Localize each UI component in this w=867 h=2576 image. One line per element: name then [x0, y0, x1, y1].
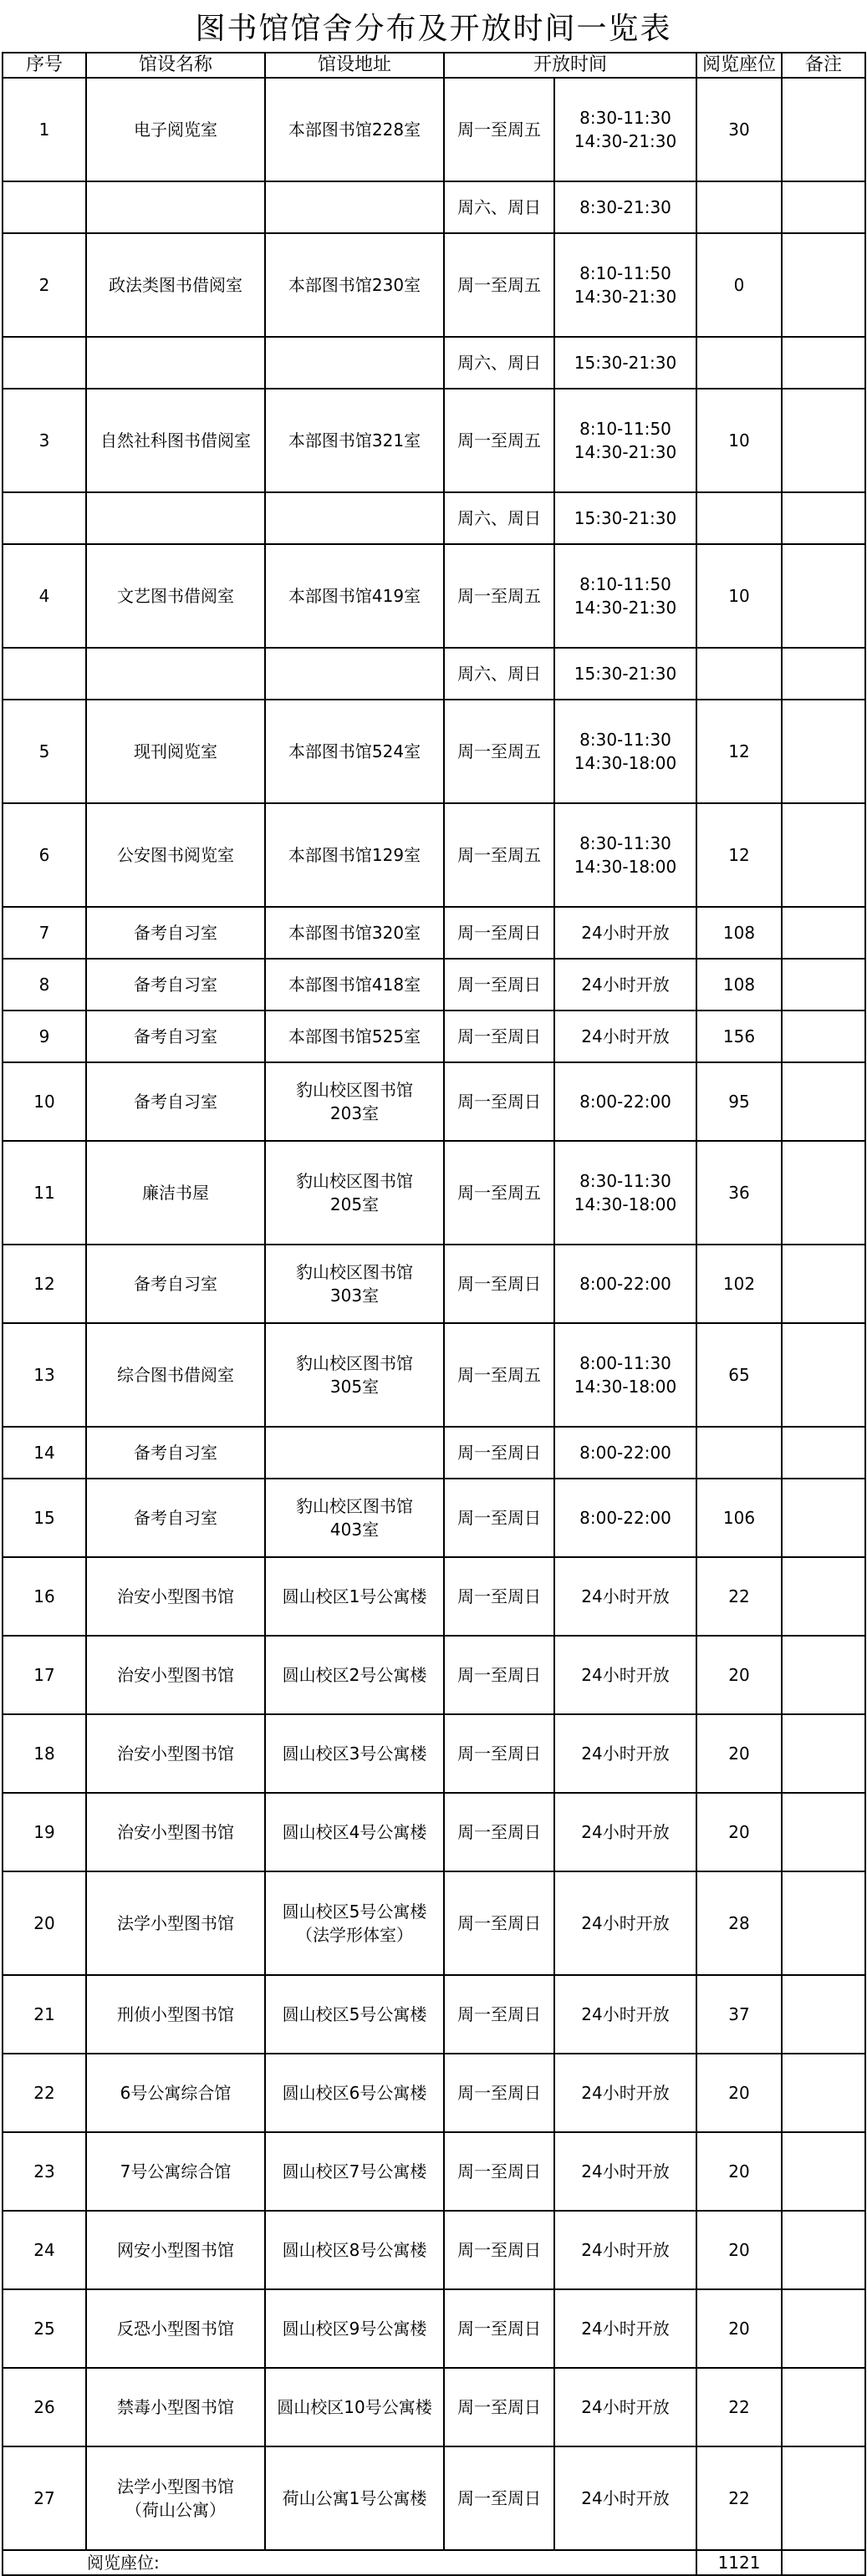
open-days: 周一至周日: [444, 2368, 554, 2446]
facility-address: [265, 181, 444, 233]
seat-count: 22: [696, 2446, 782, 2550]
open-days: 周一至周日: [444, 959, 554, 1011]
row-index: 23: [3, 2132, 86, 2211]
remark-cell: [782, 337, 865, 389]
facility-name: [86, 181, 265, 233]
open-days: 周一至周五: [444, 700, 554, 803]
seat-count: 37: [696, 1975, 782, 2054]
seat-count: 20: [696, 1636, 782, 1714]
facility-address: 圆山校区8号公寓楼: [265, 2211, 444, 2289]
facility-address: 豹山校区图书馆 403室: [265, 1479, 444, 1557]
open-time: 8:10-11:50 14:30-21:30: [554, 389, 696, 492]
open-days: 周一至周日: [444, 1479, 554, 1557]
facility-name: 公安图书阅览室: [86, 803, 265, 907]
open-time: 8:00-22:00: [554, 1427, 696, 1479]
remark-cell: [782, 1479, 865, 1557]
row-index: [3, 181, 86, 233]
table-row: [3, 1557, 865, 1636]
open-time: 24小时开放: [554, 1793, 696, 1871]
open-time: 8:10-11:50 14:30-21:30: [554, 233, 696, 337]
seat-count: 108: [696, 907, 782, 959]
facility-name: 治安小型图书馆: [86, 1557, 265, 1636]
seat-count: 102: [696, 1245, 782, 1323]
open-days: 周一至周日: [444, 2211, 554, 2289]
facility-address: 本部图书馆230室: [265, 233, 444, 337]
table-row: [3, 1636, 865, 1714]
table-row: [3, 1245, 865, 1323]
remark-cell: [782, 1636, 865, 1714]
summary-row: [3, 2550, 865, 2575]
remark-cell: [782, 1245, 865, 1323]
facility-address: 豹山校区图书馆 305室: [265, 1323, 444, 1427]
table-row: [3, 803, 865, 907]
page-title: 图书馆馆舍分布及开放时间一览表: [195, 11, 672, 46]
header-row: [3, 53, 865, 78]
table-row: [3, 492, 865, 544]
open-days: 周一至周五: [444, 78, 554, 181]
remark-cell: [782, 959, 865, 1011]
facility-name: 治安小型图书馆: [86, 1714, 265, 1793]
facility-address: 圆山校区3号公寓楼: [265, 1714, 444, 1793]
facility-address: 圆山校区1号公寓楼: [265, 1557, 444, 1636]
row-index: 24: [3, 2211, 86, 2289]
header-index: 序号: [3, 53, 86, 78]
open-days: 周一至周五: [444, 233, 554, 337]
row-index: 18: [3, 1714, 86, 1793]
open-days: 周一至周日: [444, 1714, 554, 1793]
facility-address: 圆山校区5号公寓楼 （法学形体室）: [265, 1871, 444, 1975]
facility-name: [86, 648, 265, 700]
facility-name: 廉洁书屋: [86, 1141, 265, 1245]
facility-address: 本部图书馆228室: [265, 78, 444, 181]
open-days: 周一至周日: [444, 1975, 554, 2054]
facility-name: 治安小型图书馆: [86, 1793, 265, 1871]
remark-cell: [782, 1141, 865, 1245]
table-row: [3, 2054, 865, 2132]
open-time: 8:00-11:30 14:30-18:00: [554, 1323, 696, 1427]
row-index: 11: [3, 1141, 86, 1245]
seat-count: [696, 648, 782, 700]
remark-cell: [782, 2446, 865, 2550]
open-time: 8:30-11:30 14:30-21:30: [554, 78, 696, 181]
open-time: 24小时开放: [554, 959, 696, 1011]
row-index: 14: [3, 1427, 86, 1479]
seat-count: [696, 337, 782, 389]
table-row: [3, 1427, 865, 1479]
seat-count: 20: [696, 2054, 782, 2132]
table-row: [3, 1479, 865, 1557]
table-row: [3, 959, 865, 1011]
table-row: [3, 2211, 865, 2289]
facility-name: 备考自习室: [86, 959, 265, 1011]
table-row: [3, 700, 865, 803]
table-row: [3, 1141, 865, 1245]
remark-cell: [782, 2132, 865, 2211]
row-index: 25: [3, 2289, 86, 2368]
row-index: 8: [3, 959, 86, 1011]
seat-count: 108: [696, 959, 782, 1011]
remark-cell: [782, 2289, 865, 2368]
row-index: 6: [3, 803, 86, 907]
open-time: 24小时开放: [554, 907, 696, 959]
open-time: 8:00-22:00: [554, 1479, 696, 1557]
seat-count: 12: [696, 700, 782, 803]
open-days: 周一至周五: [444, 389, 554, 492]
open-time: 8:30-11:30 14:30-18:00: [554, 1141, 696, 1245]
seat-count: [696, 181, 782, 233]
facility-name: 法学小型图书馆 （荷山公寓）: [86, 2446, 265, 2550]
facility-address: 圆山校区2号公寓楼: [265, 1636, 444, 1714]
table-row: [3, 1793, 865, 1871]
facility-address: 本部图书馆419室: [265, 544, 444, 648]
table-row: [3, 907, 865, 959]
open-time: 24小时开放: [554, 1975, 696, 2054]
open-days: 周六、周日: [444, 648, 554, 700]
row-index: 16: [3, 1557, 86, 1636]
seat-count: 20: [696, 1714, 782, 1793]
facility-name: 自然社科图书借阅室: [86, 389, 265, 492]
seat-count: 22: [696, 2368, 782, 2446]
seat-count: [696, 492, 782, 544]
facility-address: 豹山校区图书馆 303室: [265, 1245, 444, 1323]
facility-name: 法学小型图书馆: [86, 1871, 265, 1975]
facility-name: 备考自习室: [86, 1062, 265, 1141]
row-index: 1: [3, 78, 86, 181]
row-index: 19: [3, 1793, 86, 1871]
open-days: 周一至周五: [444, 1141, 554, 1245]
table-row: [3, 1323, 865, 1427]
remark-cell: [782, 2211, 865, 2289]
open-days: 周一至周五: [444, 544, 554, 648]
table-row: [3, 78, 865, 181]
facility-name: 现刊阅览室: [86, 700, 265, 803]
open-time: 8:10-11:50 14:30-21:30: [554, 544, 696, 648]
row-index: 7: [3, 907, 86, 959]
open-time: 8:00-22:00: [554, 1062, 696, 1141]
open-days: 周一至周日: [444, 1871, 554, 1975]
seat-count: 10: [696, 544, 782, 648]
facility-name: 政法类图书借阅室: [86, 233, 265, 337]
facility-address: [265, 648, 444, 700]
open-time: 24小时开放: [554, 2446, 696, 2550]
facility-address: 圆山校区4号公寓楼: [265, 1793, 444, 1871]
row-index: 17: [3, 1636, 86, 1714]
remark-cell: [782, 2368, 865, 2446]
open-time: 24小时开放: [554, 1557, 696, 1636]
table-row: [3, 181, 865, 233]
remark-cell: [782, 1062, 865, 1141]
table-row: [3, 2132, 865, 2211]
seat-count: 22: [696, 1557, 782, 1636]
open-days: 周一至周日: [444, 2289, 554, 2368]
facility-name: 备考自习室: [86, 1011, 265, 1062]
remark-cell: [782, 1975, 865, 2054]
seat-count: 36: [696, 1141, 782, 1245]
seat-count: 65: [696, 1323, 782, 1427]
facility-address: [265, 492, 444, 544]
facility-address: 本部图书馆321室: [265, 389, 444, 492]
facility-name: 6号公寓综合馆: [86, 2054, 265, 2132]
table-row: [3, 1975, 865, 2054]
open-time: 24小时开放: [554, 2368, 696, 2446]
remark-cell: [782, 1793, 865, 1871]
table-row: [3, 233, 865, 337]
open-time: 8:30-21:30: [554, 181, 696, 233]
library-schedule-table: [2, 52, 866, 2576]
remark-cell: [782, 1011, 865, 1062]
open-days: 周一至周日: [444, 1011, 554, 1062]
header-address: 馆设地址: [265, 53, 444, 78]
open-days: 周六、周日: [444, 181, 554, 233]
remark-cell: [782, 544, 865, 648]
row-index: 4: [3, 544, 86, 648]
open-days: 周六、周日: [444, 337, 554, 389]
row-index: [3, 337, 86, 389]
open-time: 24小时开放: [554, 2289, 696, 2368]
header-name: 馆设名称: [86, 53, 265, 78]
row-index: 13: [3, 1323, 86, 1427]
remark-cell: [782, 1323, 865, 1427]
open-days: 周一至周五: [444, 1323, 554, 1427]
facility-name: [86, 337, 265, 389]
header-seats: 阅览座位: [696, 53, 782, 78]
remark-cell: [782, 1557, 865, 1636]
remark-cell: [782, 181, 865, 233]
table-row: [3, 2368, 865, 2446]
facility-address: 豹山校区图书馆 205室: [265, 1141, 444, 1245]
open-days: 周一至周日: [444, 1245, 554, 1323]
remark-cell: [782, 648, 865, 700]
open-time: 24小时开放: [554, 2132, 696, 2211]
facility-address: 圆山校区7号公寓楼: [265, 2132, 444, 2211]
remark-cell: [782, 1714, 865, 1793]
table-row: [3, 2289, 865, 2368]
seat-count: 20: [696, 2132, 782, 2211]
open-time: 24小时开放: [554, 1011, 696, 1062]
row-index: 26: [3, 2368, 86, 2446]
table-row: [3, 1714, 865, 1793]
row-index: 3: [3, 389, 86, 492]
summary-remark-cell: [782, 2550, 865, 2575]
seat-count: 95: [696, 1062, 782, 1141]
table-row: [3, 1011, 865, 1062]
open-days: 周一至周日: [444, 1062, 554, 1141]
seat-count: 20: [696, 2211, 782, 2289]
facility-name: 禁毒小型图书馆: [86, 2368, 265, 2446]
facility-name: 治安小型图书馆: [86, 1636, 265, 1714]
remark-cell: [782, 2054, 865, 2132]
open-time: 24小时开放: [554, 1636, 696, 1714]
remark-cell: [782, 1871, 865, 1975]
open-time: 24小时开放: [554, 1871, 696, 1975]
open-days: 周一至周日: [444, 2054, 554, 2132]
open-time: 24小时开放: [554, 2211, 696, 2289]
seat-count: 0: [696, 233, 782, 337]
header-hours: 开放时间: [444, 53, 696, 78]
facility-name: 网安小型图书馆: [86, 2211, 265, 2289]
row-index: 15: [3, 1479, 86, 1557]
facility-name: 备考自习室: [86, 1245, 265, 1323]
remark-cell: [782, 907, 865, 959]
facility-address: 本部图书馆524室: [265, 700, 444, 803]
seat-count: [696, 1427, 782, 1479]
open-time: 15:30-21:30: [554, 492, 696, 544]
table-row: [3, 648, 865, 700]
open-time: 24小时开放: [554, 2054, 696, 2132]
remark-cell: [782, 492, 865, 544]
seat-count: 20: [696, 1793, 782, 1871]
facility-name: 刑侦小型图书馆: [86, 1975, 265, 2054]
facility-name: 反恐小型图书馆: [86, 2289, 265, 2368]
facility-name: [86, 492, 265, 544]
facility-address: [265, 1427, 444, 1479]
open-time: 8:30-11:30 14:30-18:00: [554, 803, 696, 907]
open-time: 15:30-21:30: [554, 337, 696, 389]
remark-cell: [782, 803, 865, 907]
seat-count: 12: [696, 803, 782, 907]
facility-name: 备考自习室: [86, 1427, 265, 1479]
remark-cell: [782, 700, 865, 803]
header-remark: 备注: [782, 53, 865, 78]
open-days: 周一至周日: [444, 1557, 554, 1636]
open-time: 15:30-21:30: [554, 648, 696, 700]
open-days: 周六、周日: [444, 492, 554, 544]
seat-count: 28: [696, 1871, 782, 1975]
row-index: [3, 492, 86, 544]
facility-name: 备考自习室: [86, 1479, 265, 1557]
row-index: 9: [3, 1011, 86, 1062]
open-days: 周一至周五: [444, 803, 554, 907]
remark-cell: [782, 389, 865, 492]
open-time: 8:30-11:30 14:30-18:00: [554, 700, 696, 803]
table-row: [3, 1871, 865, 1975]
facility-address: 豹山校区图书馆 203室: [265, 1062, 444, 1141]
row-index: 21: [3, 1975, 86, 2054]
seat-count: 156: [696, 1011, 782, 1062]
open-days: 周一至周日: [444, 2132, 554, 2211]
facility-name: 文艺图书借阅室: [86, 544, 265, 648]
facility-address: 荷山公寓1号公寓楼: [265, 2446, 444, 2550]
remark-cell: [782, 78, 865, 181]
open-time: 24小时开放: [554, 1714, 696, 1793]
row-index: 2: [3, 233, 86, 337]
table-row: [3, 337, 865, 389]
facility-address: 本部图书馆418室: [265, 959, 444, 1011]
facility-name: 7号公寓综合馆: [86, 2132, 265, 2211]
facility-name: 综合图书借阅室: [86, 1323, 265, 1427]
facility-name: 电子阅览室: [86, 78, 265, 181]
open-days: 周一至周日: [444, 907, 554, 959]
open-days: 周一至周日: [444, 1793, 554, 1871]
remark-cell: [782, 233, 865, 337]
row-index: 22: [3, 2054, 86, 2132]
row-index: 5: [3, 700, 86, 803]
facility-address: 圆山校区9号公寓楼: [265, 2289, 444, 2368]
facility-address: 本部图书馆129室: [265, 803, 444, 907]
row-index: [3, 648, 86, 700]
facility-address: 本部图书馆525室: [265, 1011, 444, 1062]
open-time: 8:00-22:00: [554, 1245, 696, 1323]
facility-name: 备考自习室: [86, 907, 265, 959]
row-index: 20: [3, 1871, 86, 1975]
remark-cell: [782, 1427, 865, 1479]
summary-total: 1121: [696, 2550, 782, 2575]
facility-address: 圆山校区6号公寓楼: [265, 2054, 444, 2132]
open-days: 周一至周日: [444, 1427, 554, 1479]
table-row: [3, 389, 865, 492]
row-index: 27: [3, 2446, 86, 2550]
table-row: [3, 1062, 865, 1141]
seat-count: 20: [696, 2289, 782, 2368]
facility-address: 本部图书馆320室: [265, 907, 444, 959]
table-row: [3, 544, 865, 648]
facility-address: [265, 337, 444, 389]
open-days: 周一至周日: [444, 2446, 554, 2550]
table-row: [3, 2446, 865, 2550]
row-index: 10: [3, 1062, 86, 1141]
row-index: 12: [3, 1245, 86, 1323]
seat-count: 10: [696, 389, 782, 492]
facility-address: 圆山校区10号公寓楼: [265, 2368, 444, 2446]
seat-count: 106: [696, 1479, 782, 1557]
facility-address: 圆山校区5号公寓楼: [265, 1975, 444, 2054]
open-days: 周一至周日: [444, 1636, 554, 1714]
seat-count: 30: [696, 78, 782, 181]
summary-label: 阅览座位:: [3, 2550, 696, 2575]
table-body: [3, 78, 865, 2550]
